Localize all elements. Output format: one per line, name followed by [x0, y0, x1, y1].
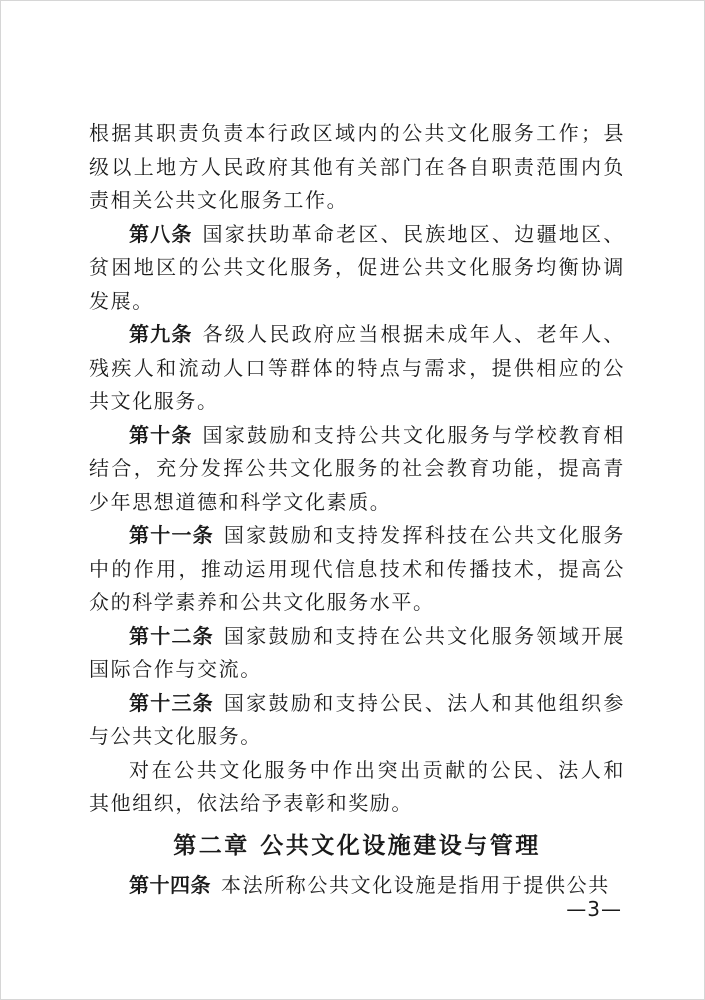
article-number: 第八条: [129, 221, 193, 246]
article-number: 第十三条: [129, 690, 214, 715]
article-text: 各级人民政府应当根据未成年人、老年人、残疾人和流动人口等群体的特点与需求，提供相应的公共文化服务。: [89, 322, 625, 413]
article-number: 第十一条: [129, 523, 214, 547]
article-number: 第九条: [129, 322, 193, 346]
article-13: [89, 687, 625, 754]
article-8: [89, 218, 625, 319]
article-number: 第十四条: [129, 872, 211, 897]
article-text: 国家鼓励和支持公共文化服务与学校教育相结合，充分发挥公共文化服务的社会教育功能，提高青少年思想道德和科学文化素质。: [89, 422, 625, 514]
paragraph-text: 根据其职责负责本行政区域内的公共文化服务工作；县级以上地方人民政府其他有关部门在各自职责范围内负责相关公共文化服务工作。: [89, 121, 625, 212]
article-text: 国家鼓励和支持在公共文化服务领域开展国际合作与交流。: [89, 623, 626, 681]
article-text: 国家鼓励和支持公民、法人和其他组织参与公共文化服务。: [89, 690, 626, 748]
article-number: 第十条: [129, 422, 193, 447]
article-number: 第十二条: [129, 623, 214, 648]
article-text: 本法所称公共文化设施是指用于提供公共: [221, 872, 610, 897]
paragraph-continuation: [89, 117, 625, 218]
paragraph-text: 对在公共文化服务中作出突出贡献的公民、法人和其他组织，依法给予表彰和奖励。: [89, 757, 625, 815]
article-14: [89, 869, 625, 903]
body-text: [89, 117, 625, 902]
article-text: 国家鼓励和支持发挥科技在公共文化服务中的作用，推动运用现代信息技术和传播技术，提高公众的科学素养和公共文化服务水平。: [89, 523, 626, 614]
article-13-paragraph-2: [89, 754, 625, 821]
article-10: [89, 419, 625, 520]
chapter-heading: 第二章 公共文化设施建设与管理: [173, 832, 541, 859]
article-12: [89, 620, 625, 687]
page-number: —3—: [566, 897, 622, 921]
article-11: [89, 519, 625, 620]
article-text: 国家扶助革命老区、民族地区、边疆地区、贫困地区的公共文化服务，促进公共文化服务均衡协调发展。: [89, 221, 625, 313]
article-9: [89, 318, 625, 419]
